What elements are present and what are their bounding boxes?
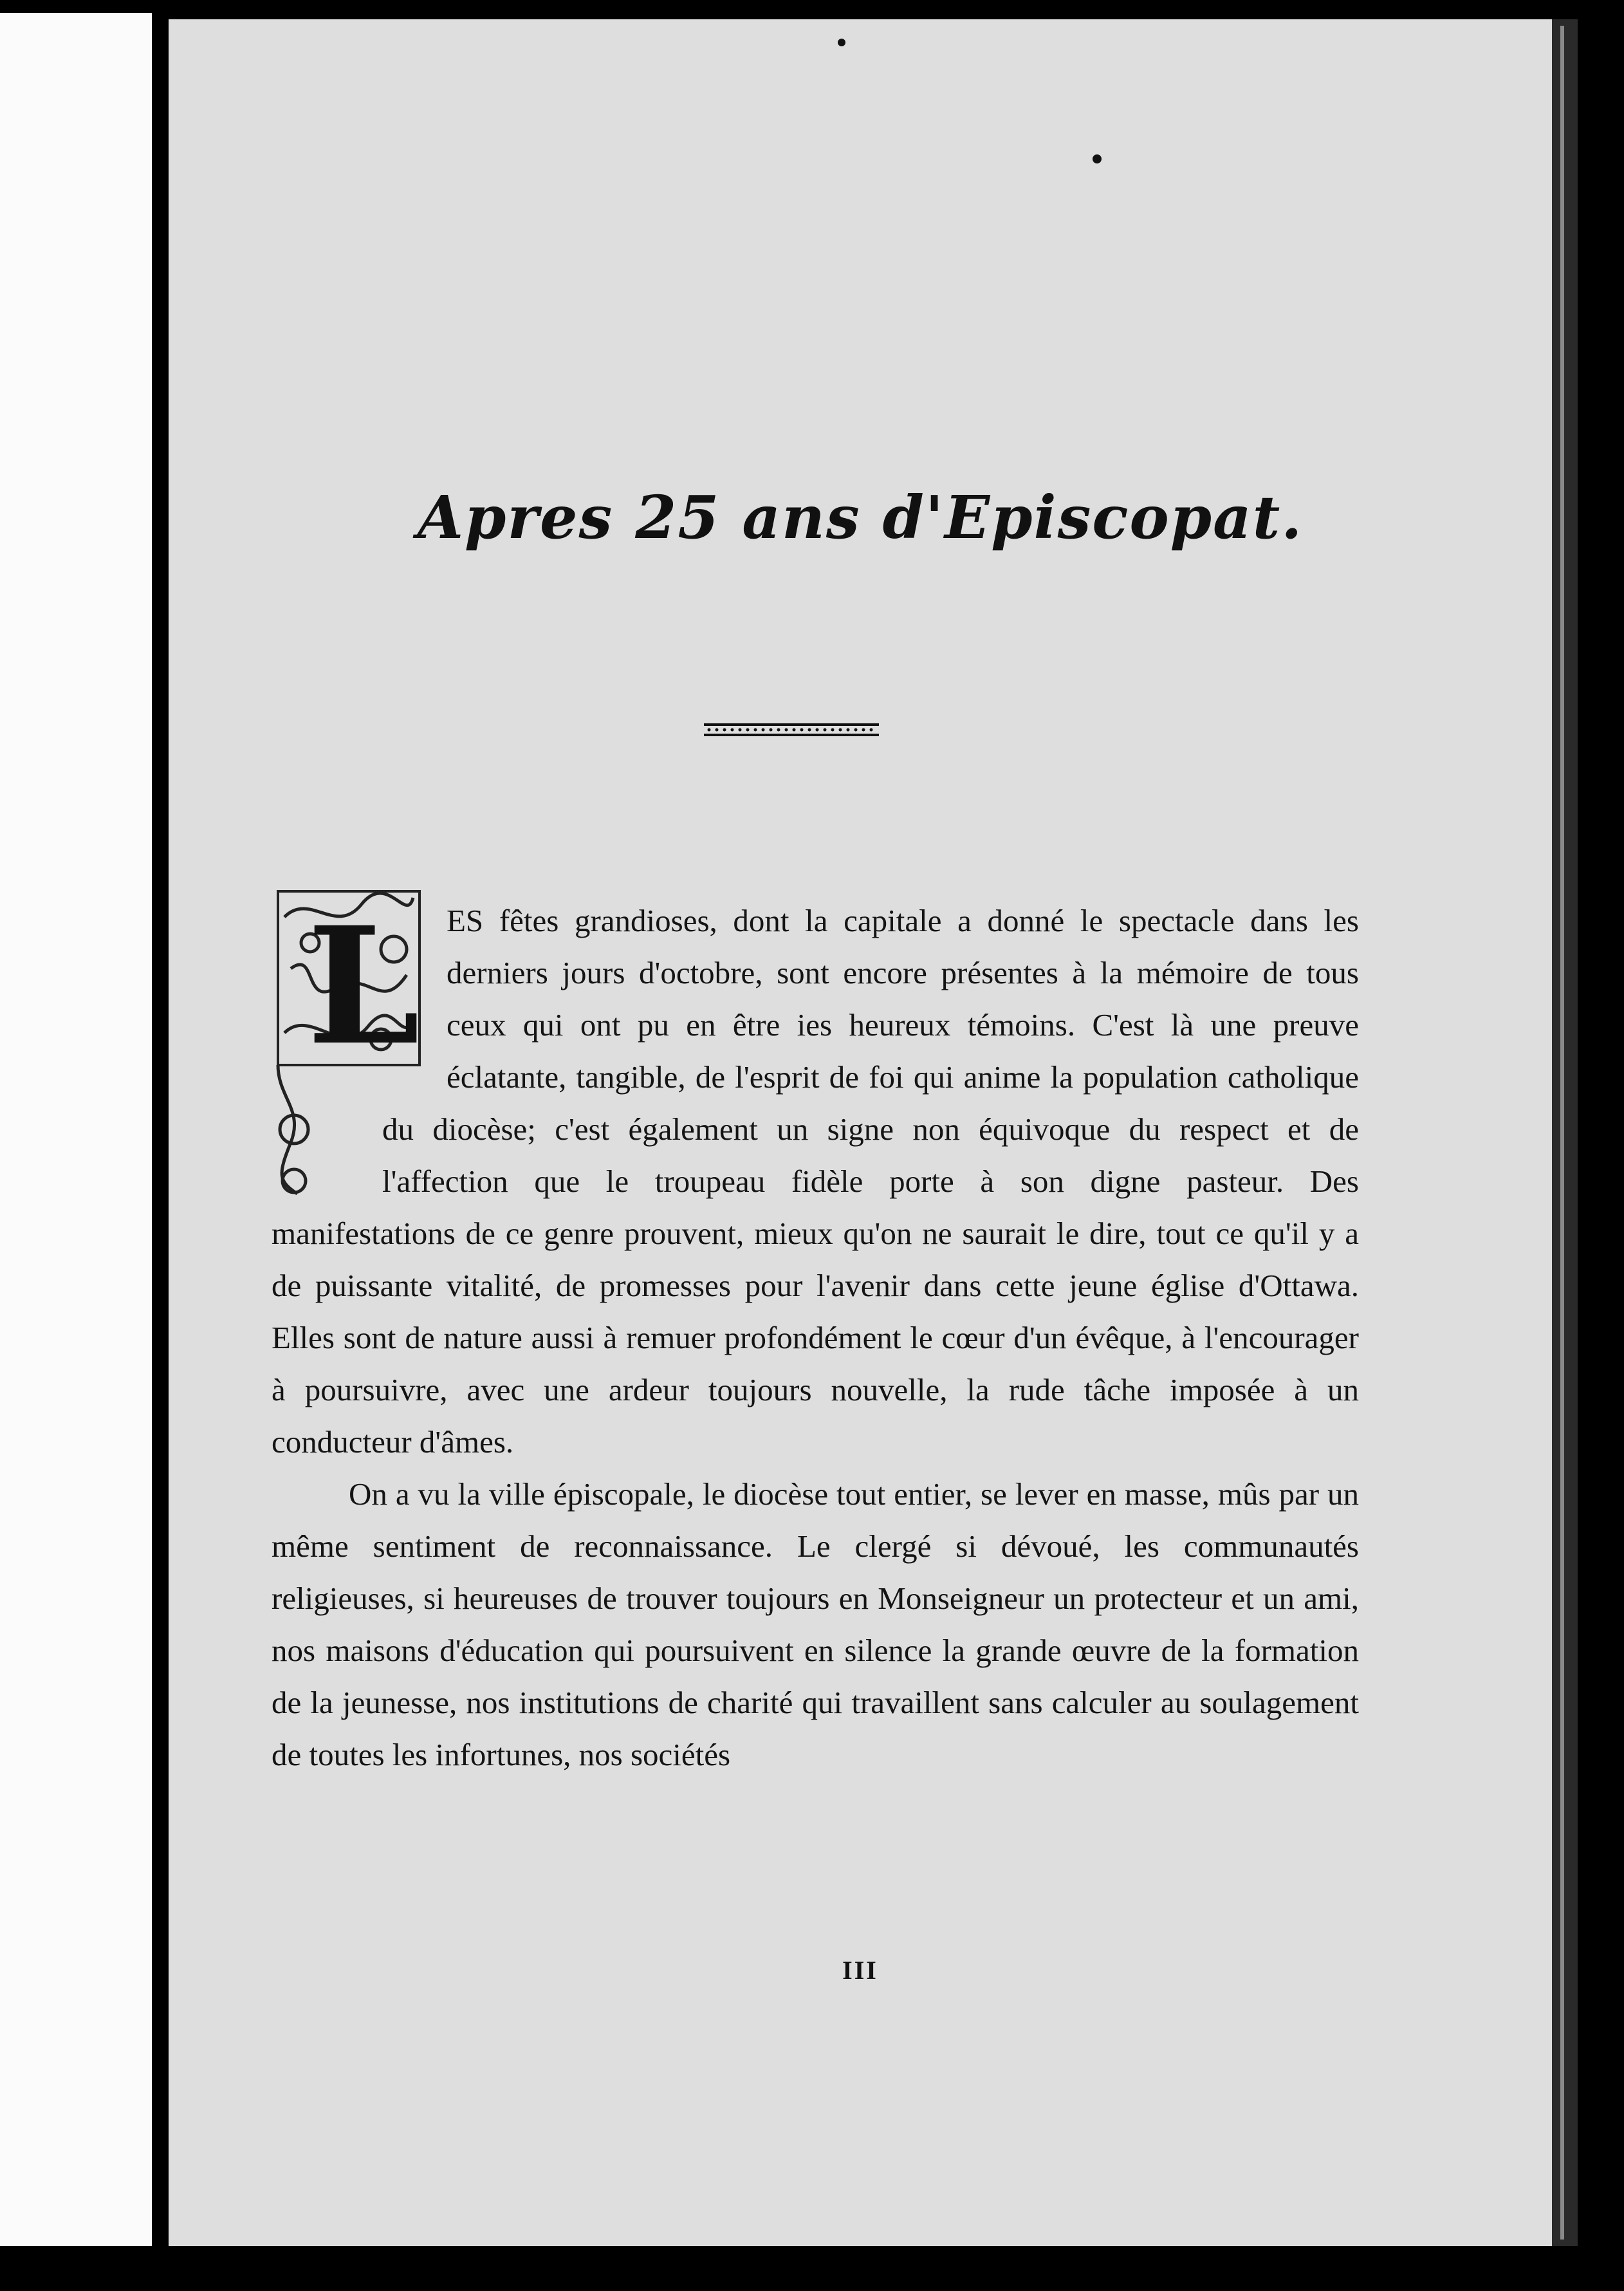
page-number: III [842,1956,878,1985]
book-edge-highlight [1560,26,1564,2240]
drop-cap-spacer [272,1095,382,1198]
ink-speck [838,39,845,46]
book-edge [1552,19,1578,2246]
book-page [169,19,1552,2246]
dotted-rule-ornament-icon [704,722,879,737]
body-text [272,895,1359,1781]
paragraph-2: On a vu la ville épiscopale, le diocèse tout entier, se lever en masse, mûs par un même sentiment de reconnaissance. Le clergé si dévoué, les communautés religieuses, si heureuses de trouver toujours en Monseigneur un protecteur et un ami, nos maisons d'éducation qui poursuivent en silence la grande œuvre de la formation de la jeunesse, nos institutions de charité qui travaillent sans calculer au soulagement de toutes les infortunes, nos sociétés [272,1476,1359,1772]
paragraph-1 [272,895,1359,1468]
drop-cap-spacer [272,895,447,1095]
drop-cap-letter: L [307,891,420,1081]
page-title: Apres 25 ans d'Episcopat. [417,483,1304,552]
facing-page-edge [0,13,152,2246]
ink-speck [1093,154,1102,163]
paragraph-1-text: ES fêtes grandioses, dont la capitale a donné le spectacle dans les derniers jours d'octobre, sont encore présentes à la mémoire de tous ceux qui ont pu en être ies heureux témoins. C'est là une preuve éclatante, tangible, de l'esprit de foi qui anime la population catholique du diocèse; c'est également un signe non équivoque du respect et de l'affection que le troupeau fidèle porte à son digne pasteur. Des manifestations de ce genre prouvent, mieux qu'on ne saurait le dire, tout ce qu'il y a de puissante vitalité, de promesses pour l'avenir dans cette jeune église d'Ottawa. Elles sont de nature aussi à remuer profondément le cœur d'un évêque, à l'encourager à poursuivre, avec une ardeur toujours nouvelle, la rude tâche imposée à un conducteur d'âmes. [272,903,1359,1460]
